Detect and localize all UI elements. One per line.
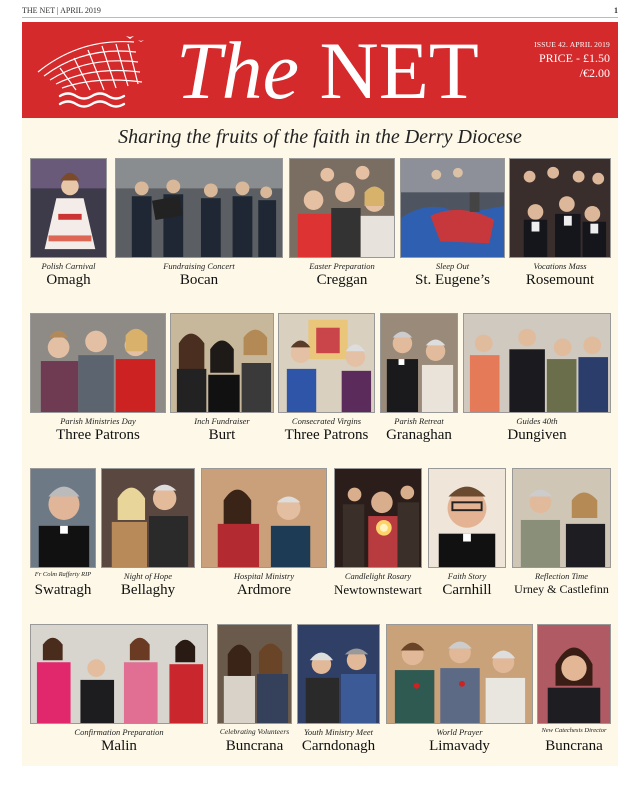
photo-cell xyxy=(217,624,292,754)
photo-cell xyxy=(386,624,533,754)
photo-location: Three Patrons xyxy=(284,427,369,443)
photo-location: Rosemount xyxy=(525,272,595,288)
photo-caption: Vocations Mass xyxy=(533,261,587,271)
photo-cell xyxy=(333,468,423,597)
photo-location: Limavady xyxy=(429,738,490,754)
photo-confirmation-preparation xyxy=(30,624,208,724)
tagline: Sharing the fruits of the faith in the Derry Diocese xyxy=(118,126,522,148)
photo-caption: Parish Ministries Day xyxy=(60,416,136,426)
issue-number: ISSUE 42. APRIL 2019 xyxy=(534,40,610,49)
photo-cell xyxy=(30,158,107,288)
photo-caption: Night of Hope xyxy=(123,571,173,581)
photo-cell xyxy=(537,624,611,754)
masthead-title-the: The xyxy=(176,25,299,116)
photo-location: Creggan xyxy=(316,272,368,288)
photo-cell xyxy=(512,468,611,596)
photo-caption: Parish Retreat xyxy=(394,416,444,426)
photo-cell xyxy=(289,158,395,288)
photo-youth-ministry-meet xyxy=(297,624,380,724)
photo-caption: New Catechesis Director xyxy=(541,727,607,734)
photo-location: Carndonagh xyxy=(301,738,376,754)
photo-location: Three Patrons xyxy=(56,427,140,443)
photo-location: Urney & Castlefinn xyxy=(514,582,609,596)
photo-faith-story xyxy=(428,468,506,568)
photo-location: Malin xyxy=(101,738,137,754)
photo-candlelight-rosary xyxy=(334,468,422,568)
photo-caption: Consecrated Virgins xyxy=(291,416,362,426)
photo-caption: Fr Colm Rafferty RIP xyxy=(34,571,92,578)
photo-parish-ministries-day xyxy=(30,313,166,413)
photo-location: Swatragh xyxy=(34,582,92,598)
photo-caption: Sleep Out xyxy=(435,261,470,271)
masthead xyxy=(22,22,618,118)
page-number: 1 xyxy=(614,6,618,15)
photo-caption: Celebrating Volunteers xyxy=(219,727,290,736)
masthead-title-net: NET xyxy=(319,25,479,116)
photo-location: Omagh xyxy=(46,272,91,288)
photo-location: St. Eugene’s xyxy=(415,272,490,288)
running-header xyxy=(22,4,618,18)
photo-caption: Guides 40th xyxy=(516,416,558,426)
photo-consecrated-virgins xyxy=(278,313,375,413)
photo-cell xyxy=(509,158,611,288)
photo-cell xyxy=(278,313,375,443)
net-and-waves-logo-icon xyxy=(30,30,154,112)
photo-location: Buncrana xyxy=(545,738,603,754)
photo-hospital-ministry xyxy=(201,468,327,568)
photo-caption: Confirmation Preparation xyxy=(74,727,164,737)
photo-cell xyxy=(170,313,274,443)
photo-location: Granaghan xyxy=(386,427,452,443)
photo-sleep-out xyxy=(400,158,505,258)
photo-cell xyxy=(30,313,166,443)
photo-location: Newtownstewart xyxy=(333,582,423,597)
photo-night-of-hope xyxy=(101,468,195,568)
photo-caption: Inch Fundraiser xyxy=(194,416,250,426)
photo-cell xyxy=(115,158,283,288)
photo-vocations-mass xyxy=(509,158,611,258)
photo-caption: World Prayer xyxy=(436,727,483,737)
photo-fr-colm-rafferty xyxy=(30,468,96,568)
photo-cell xyxy=(30,624,208,754)
photo-caption: Easter Preparation xyxy=(309,261,375,271)
photo-reflection-time xyxy=(512,468,611,568)
photo-cell xyxy=(30,468,96,598)
issue-date-label: THE NET | APRIL 2019 xyxy=(22,6,101,15)
photo-celebrating-volunteers xyxy=(217,624,292,724)
photo-caption: Reflection Time xyxy=(534,571,589,581)
photo-cell xyxy=(201,468,327,598)
photo-inch-fundraiser xyxy=(170,313,274,413)
photo-new-catechesis-director xyxy=(537,624,611,724)
photo-location: Ardmore xyxy=(236,582,292,598)
photo-cell xyxy=(428,468,506,598)
photo-polish-carnival xyxy=(30,158,107,258)
photo-cell xyxy=(297,624,380,754)
photo-cell xyxy=(101,468,195,598)
photo-cell xyxy=(380,313,458,443)
photo-cell xyxy=(463,313,611,443)
photo-location: Buncrana xyxy=(225,738,284,754)
photo-caption: Candlelight Rosary xyxy=(344,571,412,581)
photo-caption: Youth Ministry Meet xyxy=(303,727,374,737)
photo-location: Burt xyxy=(208,427,236,443)
photo-parish-retreat xyxy=(380,313,458,413)
photo-fundraising-concert xyxy=(115,158,283,258)
photo-easter-preparation xyxy=(289,158,395,258)
photo-location: Bellaghy xyxy=(120,582,176,598)
price-euro: /€2.00 xyxy=(579,66,610,80)
photo-caption: Fundraising Concert xyxy=(163,261,235,271)
photo-location: Carnhill xyxy=(442,582,492,598)
photo-caption: Polish Carnival xyxy=(41,261,96,271)
photo-world-prayer xyxy=(386,624,533,724)
masthead-title xyxy=(176,26,479,116)
photo-location: Bocan xyxy=(179,272,219,288)
photo-guides-40th xyxy=(463,313,611,413)
photo-cell xyxy=(400,158,505,288)
masthead-info xyxy=(534,40,610,81)
header-rule xyxy=(22,17,618,18)
photo-caption: Faith Story xyxy=(447,571,487,581)
price-sterling: PRICE - £1.50 xyxy=(538,51,610,65)
photo-location: Dungiven xyxy=(507,427,567,443)
photo-caption: Hospital Ministry xyxy=(233,571,295,581)
